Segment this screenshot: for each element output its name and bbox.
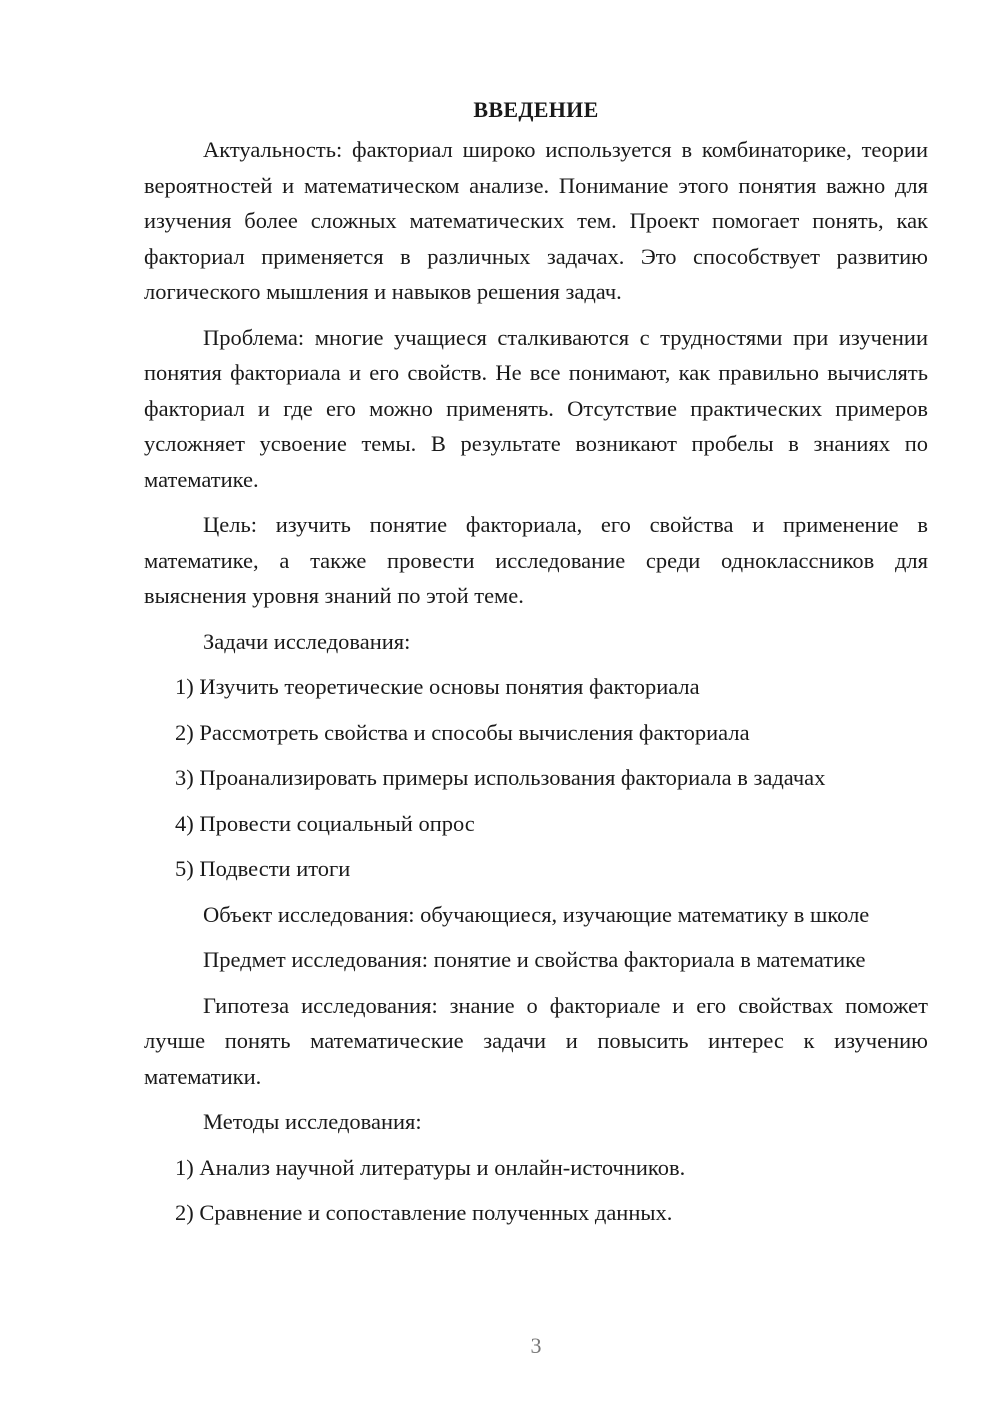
list-item: 2) Рассмотреть свойства и способы вычисления факториала [175, 719, 750, 745]
paragraph-problem: Проблема: многие учащиеся сталкиваются с трудностями при изучении понятия факториала и его свойств. Не все понимают, как правильно вычислять факториал и где его можно применять. Отсутствие практических примеров усложняет усвоение темы. В результате возникают пробелы в знаниях по математике. [144, 324, 928, 492]
paragraph-object: Объект исследования: обучающиеся, изучающие математику в школе [203, 901, 870, 927]
tasks-list [144, 669, 928, 887]
methods-list [144, 1150, 928, 1231]
tasks-heading: Задачи исследования: [203, 628, 411, 654]
paragraph-relevance: Актуальность: факториал широко используется в комбинаторике, теории вероятностей и математическом анализе. Понимание этого понятия важно для изучения более сложных математических тем. Проект помогает понять, как факториал применяется в различных задачах. Это способствует развитию логического мышления и навыков решения задач. [144, 137, 928, 304]
methods-heading: Методы исследования: [203, 1109, 422, 1134]
paragraph-subject: Предмет исследования: понятие и свойства факториала в математике [203, 947, 866, 972]
list-item: 1) Изучить теоретические основы понятия факториала [175, 674, 700, 699]
list-item: 2) Сравнение и сопоставление полученных данных. [175, 1200, 673, 1225]
section-title: ВВЕДЕНИЕ [473, 97, 599, 122]
list-item: 5) Подвести итоги [175, 856, 351, 881]
paragraph-goal: Цель: изучить понятие факториала, его свойства и применение в математике, а также провести исследование среди одноклассников для выяснения уровня знаний по этой теме. [144, 512, 928, 608]
paragraph-hypothesis: Гипотеза исследования: знание о факториале и его свойствах поможет лучше понять математические задачи и повысить интерес к изучению математики. [144, 992, 928, 1089]
document-page [144, 92, 928, 1241]
list-item: 1) Анализ научной литературы и онлайн-источников. [175, 1154, 686, 1180]
list-item: 3) Проанализировать примеры использования факториала в задачах [175, 765, 826, 790]
list-item: 4) Провести социальный опрос [175, 810, 475, 836]
page-number: 3 [530, 1333, 542, 1358]
